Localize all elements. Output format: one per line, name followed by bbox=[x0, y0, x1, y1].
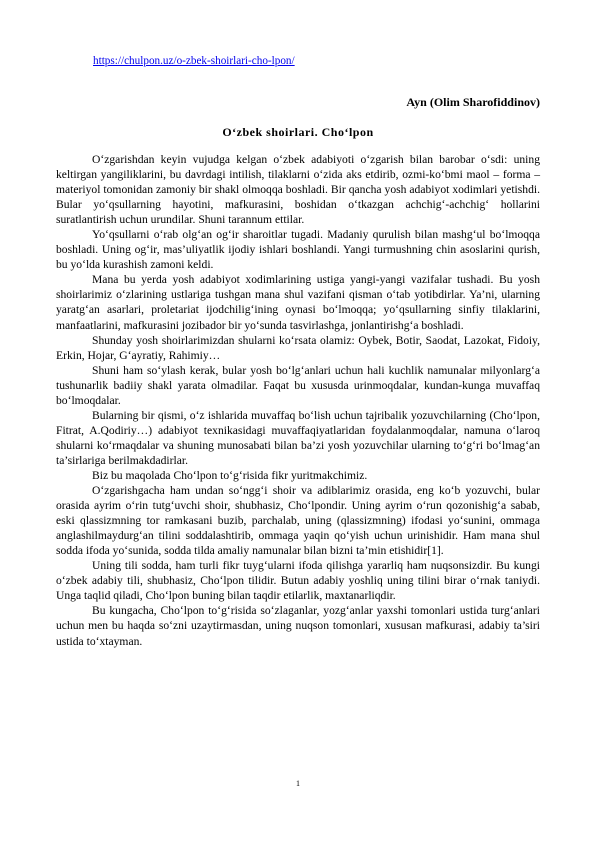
source-link[interactable]: https://chulpon.uz/o-zbek-shoirlari-cho-lpon/ bbox=[93, 55, 295, 67]
paragraph: Mana bu yerda yosh adabiyot xodimlarining ustiga yangi-yangi vazifalar tushadi. Bu yosh shoirlarimiz o‘zlarining ustlariga tushgan mana shul vazifani qisman o‘tab yotibdirlar. Ya’ni, ularning yaratg‘an asarlari, proletariat ijodchilig‘ining oynasi bo‘lmoqqa; yo‘qsullarning sinfiy tilaklarini, manfaatlarini, mafkurasini jozibador bir yo‘sunda tasvirlashga, jonlantirishg‘a boshladi. bbox=[56, 273, 540, 332]
paragraph: O‘zgarishgacha ham undan so‘ngg‘i shoir va adiblarimiz orasida, eng ko‘b yozuvchi, bular orasida ayrim o‘rin tutg‘uvchi shoir, shubhasiz, Cho‘lpondir. Uning ayrim o‘run qozonishig‘a sabab, eski qlassizmning tor ramkasani buzib, parchalab, uning (qlassizmning) ifodasi yo‘sunini, ommaga anglashilmaydurg‘an tilini soddalashtirib, ommaga yaqin qo‘yish uchun urinishidir. Ham mana shul sodda ifoda yo‘sunida, sodda tilda amaliy namunalar bilan bizni ta’min etishidir[1]. bbox=[56, 484, 540, 558]
paragraph: O‘zgarishdan keyin vujudga kelgan o‘zbek adabiyoti o‘zgarish bilan barobar o‘sdi: uning keltirgan yangiliklarini, bu davrdagi intilish, tilaklarni o‘zida aks etdirib, ozmi-ko‘bmi maol – forma – materiyol tomonidan zamoniy bir shakl olmoqqa boshladi. Bir qancha yosh adabiyot xodimlari yetishdi. Bular yo‘qsullarning hayotini, mafkurasini, boshidan o‘tkazgan achchig‘-achchig‘ hollarini suratlantirish uchun urundilar. Shuni tarannum ettilar. bbox=[56, 153, 540, 227]
paragraph: Shuni ham so‘ylash kerak, bular yosh bo‘lg‘anlari uchun hali kuchlik namunalar milyonlarg‘a tushunarlik badiiy shakl yarata olmadilar. Faqat bu xususda urinmoqdalar, kundan-kunga muvaffaq bo‘lmoqdalar. bbox=[56, 363, 540, 407]
paragraph: Yo‘qsullarni o‘rab olg‘an og‘ir sharoitlar tugadi. Madaniy qurulish bilan mashg‘ul bo‘lmoqqa boshladi. Uning og‘ir, mas’uliyatlik ijodiy ishlari boshlandi. Yangi turmushning chin asoslarini qurish, bu yo‘lda kurashish zamoni keldi. bbox=[56, 228, 540, 272]
paragraph: Uning tili sodda, ham turli fikr tuyg‘ularni ifoda qilishga yararliq ham nuqsonsizdir. Bu kungi o‘zbek adabiy tili, shubhasiz, Cho‘lpon tilidir. Butun adabiy yoshliq uning tilini birar o‘rnak taniydi. Unga taqlid qiladi, Cho‘lpon buning bilan taqdir etilarlik, maxtanarliqdir. bbox=[56, 559, 540, 603]
paragraph: Bu kungacha, Cho‘lpon to‘g‘risida so‘zlaganlar, yozg‘anlar yaxshi tomonlari ustida turg‘anlari uchun men bu haqda so‘zni uzaytirmasdan, uning nuqson tomonlari, xususan mafkurasi, adabiy ta’siri ustida to‘xtayman. bbox=[56, 604, 540, 648]
author-name: Ayn (Olim Sharofiddinov) bbox=[406, 95, 540, 109]
paragraph: Bularning bir qismi, o‘z ishlarida muvaffaq bo‘lish uchun tajribalik yozuvchilarning (Cho‘lpon, Fitrat, A.Qodiriy…) adabiyot texnikasidagi muvaffaqiyatlaridan foydalanmoqdalar, namuna o‘laroq shularni ko‘rmaqdalar va shuning munosabati bilan ba’zi yosh yozuvchilar ularning to‘g‘ri bo‘lmag‘an ta’sirlariga berilmakdadirlar. bbox=[56, 408, 540, 467]
paragraph: Shunday yosh shoirlarimizdan shularni ko‘rsata olamiz: Oybek, Botir, Saodat, Lazokat, Fidoiy, Erkin, Hojar, G‘ayratiy, Rahimiy… bbox=[56, 333, 540, 362]
article-body bbox=[56, 152, 540, 649]
paragraph: Biz bu maqolada Cho‘lpon to‘g‘risida fikr yuritmakchimiz. bbox=[92, 468, 368, 482]
page-number: 1 bbox=[296, 779, 300, 788]
article-title: O‘zbek shoirlari. Cho‘lpon bbox=[222, 125, 374, 139]
